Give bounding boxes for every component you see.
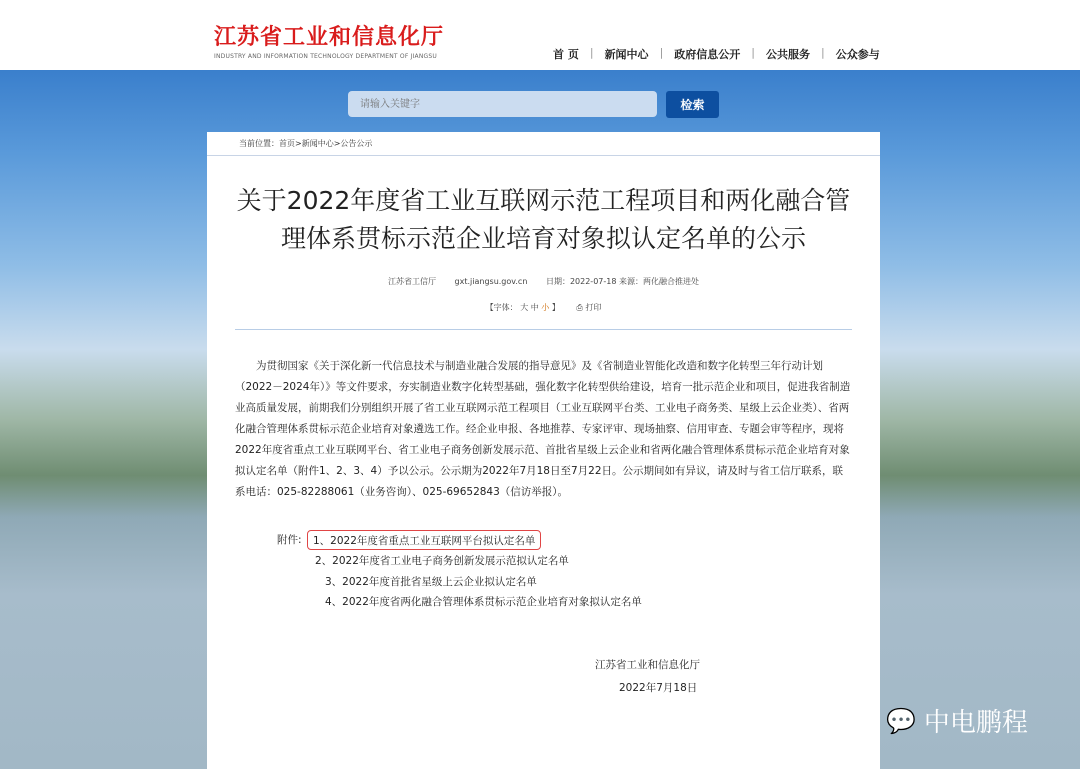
watermark (886, 702, 1028, 739)
publisher: 江苏省工信厅 (387, 277, 436, 286)
nav-public-service[interactable]: 公共服务 (766, 48, 810, 61)
site-header (0, 0, 1080, 70)
font-large-button[interactable]: 大 (520, 303, 529, 312)
breadcrumb[interactable]: 当前位置：首页>新闻中心>公告公示 (207, 132, 880, 156)
attachment-link[interactable]: 2、2022年度省工业电子商务创新发展示范拟认定名单 (315, 555, 569, 567)
signature-date: 2022年7月18日 (619, 682, 698, 694)
nav-news[interactable]: 新闻中心 (604, 48, 649, 61)
font-medium-button[interactable]: 中 (530, 303, 539, 312)
signature: 江苏省工业和信息化厅 (595, 659, 700, 671)
attachment-link[interactable]: 4、2022年度省两化融合管理体系贯标示范企业培育对象拟认定名单 (325, 596, 642, 608)
site-logo[interactable]: 江苏省工业和信息化厅 (214, 25, 445, 50)
article-tools (207, 302, 880, 313)
font-small-button[interactable]: 小 (541, 303, 550, 312)
font-size-label: 【字体： (485, 303, 518, 312)
site-logo-subtitle: INDUSTRY AND INFORMATION TECHNOLOGY DEPARTMENT OF JIANGSU (214, 53, 437, 60)
font-size-label-end: 】 (551, 303, 560, 312)
watermark-text: 中电鹏程 (923, 708, 1028, 738)
print-button[interactable]: 打印 (585, 303, 602, 312)
article-body: 为贯彻国家《关于深化新一代信息技术与制造业融合发展的指导意见》及《省制造业智能化改造和数字化转型三年行动计划（2022－2024年）》等文件要求，夯实制造业数字化转型基础，强化数字化转型供给建设，培育一批示范企业和项目，促进我省制造业高质量发展，前期我们分别组织开展了省工业互联网示范工程项目（工业互联网平台类、工业电子商务类、星级上云企业类）、省两化融合管理体系贯标示范企业培育对象遴选工作。经企业申报、各地推荐、专家评审、现场抽察、信用审查、专题会审等程序，现将2022年度省重点工业互联网平台、省工业电子商务创新发展示范、首批省星级上云企业和省两化融合管理体系贯标示范企业培育对象拟认定名单（附件1、2、3、4）予以公示。公示期为2022年7月18日至7月22日。公示期间如有异议，请及时与省工信厅联系，联系电话：025-82288061（业务咨询）、025-69652843（信访举报）。 (235, 360, 851, 498)
article-title: 关于2022年度省工业互联网示范工程项目和两化融合管理体系贯标示范企业培育对象拟认定名单的公示 (236, 186, 851, 253)
nav-separator: | (589, 46, 594, 59)
nav-separator: | (659, 46, 664, 59)
site-url: gxt.jiangsu.gov.cn (454, 277, 528, 286)
search-input[interactable] (348, 91, 657, 117)
nav-separator: | (821, 46, 825, 59)
date-source: 日期：2022-07-18 来源：两化融合推进处 (545, 277, 699, 286)
divider (235, 329, 852, 330)
nav-participation[interactable]: 公众参与 (835, 48, 880, 61)
nav-home[interactable]: 首 页 (553, 48, 579, 61)
search-button[interactable]: 检索 (666, 91, 719, 118)
attachments-label: 附件: (277, 534, 302, 546)
attachment-link[interactable]: 3、2022年度首批省星级上云企业拟认定名单 (325, 576, 537, 588)
main-nav (553, 46, 880, 62)
nav-gov-info[interactable]: 政府信息公开 (674, 48, 741, 61)
attachment-link[interactable]: 1、2022年度省重点工业互联网平台拟认定名单 (307, 530, 541, 550)
nav-separator: | (751, 46, 755, 59)
wechat-icon: 💬 (886, 706, 916, 735)
article-panel (207, 132, 880, 769)
print-icon[interactable]: ⎙ (576, 303, 583, 312)
article-meta (207, 276, 880, 287)
